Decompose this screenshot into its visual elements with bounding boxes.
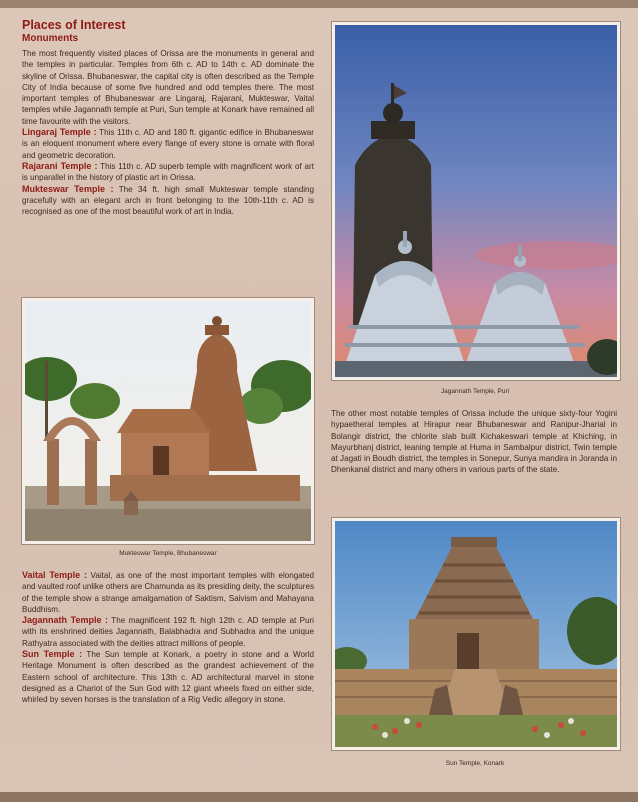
- mukteswar-heading: Mukteswar Temple :: [22, 183, 114, 194]
- sun-temple-text: The Sun temple at Konark, a poetry in stone and a World Heritage Monument is often described as the grandest achievement of the Eastern school of architecture. This 13th c. AD architectural marvel in stone designed as a Chariot of the Sun God with 12 giant wheels fixed on either side, whirled by seven horses is the translation of a Rig Vedic allegory in stone.: [22, 650, 314, 705]
- jagannath-paragraph: [22, 615, 314, 649]
- rajarani-text: This 11th c. AD superb temple with magnificent work of art is unparallel in the history of plastic art in Orissa.: [22, 161, 314, 183]
- sun-temple-caption: Sun Temple, Konark: [445, 760, 505, 767]
- vaital-paragraph: [22, 570, 314, 615]
- page-bottom-edge: [0, 792, 638, 802]
- jagannath-caption: Jagannath Temple, Puri: [440, 388, 510, 395]
- right-column-text: [331, 408, 617, 476]
- other-temples-paragraph: The other most notable temples of Orissa include the unique sixty-four Yogini hypaetheral temples at Hirapur near Bhubaneswar and Ranipur-Jharial in Bolangir district, the chlorite slab built Kichakeswari temple at Khiching, in Mayurbhanj district, leaning temple at Huma in Sambalpur district, Twin temple at Jagati in Boudh district, the temples in Sonepur, Sunya mandira in Joranda in Dhenkanal district and many others in various parts of the state.: [331, 409, 617, 475]
- left-column-lower-text: [22, 570, 314, 706]
- mukteswar-temple-illustration: [25, 301, 311, 541]
- sun-temple-illustration: [335, 521, 617, 747]
- jagannath-temple-illustration: [335, 25, 617, 377]
- rajarani-heading: Rajarani Temple :: [22, 160, 98, 171]
- intro-paragraph: The most frequently visited places of Orissa are the monuments in general and the temples in particular. Temples from 6th c. AD to 14th c. AD dominate the skyline of Orissa. Bhubaneswar, the capital city is often described as the Temple City of India because of some five hundred and odd temples there. The most important temples of Bhubaneswar are Lingaraj, Rajarani, Mukteswar, Vaital temples while Jagannath temple at Puri, Sun temple at Konark have remained all time favourite with the visitors.: [22, 49, 314, 126]
- mukteswar-text: The 34 ft. high small Mukteswar temple standing gracefully with an elegant arch in front belonging to the 10th-11th c. AD is recognised as one of the most beautiful work of art in India.: [22, 184, 314, 217]
- mukteswar-caption: Mukteswar Temple, Bhubaneswar: [119, 550, 217, 557]
- left-column-text: [22, 18, 314, 217]
- lingaraj-paragraph: [22, 127, 314, 161]
- lingaraj-text: This 11th c. AD and 180 ft. gigantic edifice in Bhubaneswar is an eloquent monument where every flange of every stone is ornate with floral and geometric decoration.: [22, 128, 314, 160]
- jagannath-temple-photo: [332, 22, 620, 380]
- sun-temple-photo: [332, 518, 620, 750]
- section-subtitle: Monuments: [22, 33, 79, 44]
- vaital-heading: Vaital Temple :: [22, 570, 87, 580]
- lingaraj-heading: Lingaraj Temple :: [22, 127, 97, 138]
- vaital-text: Vaital, as one of the most important temples with elongated and vaulted roof unlike others are Chamunda as its presiding deity, the sculptures of the temple show a strange amalgamation of Saktism, Saivism and Mahayana Buddhism.: [22, 571, 315, 614]
- mukteswar-paragraph: [22, 184, 314, 218]
- page-top-edge: [0, 0, 638, 8]
- sun-temple-heading: Sun Temple :: [22, 649, 83, 660]
- jagannath-text: The magnificent 192 ft. high 12th c. AD temple at Puri with its enshrined deities Jagannath, Balabhadra and Subhadra and the unique Rathyatra associated with the deities attract millions of people.: [22, 616, 314, 648]
- section-title: Places of Interest: [22, 18, 126, 32]
- jagannath-heading: Jagannath Temple :: [22, 615, 109, 626]
- sun-temple-paragraph: [22, 649, 314, 705]
- rajarani-paragraph: [22, 161, 314, 184]
- mukteswar-temple-photo: [22, 298, 314, 544]
